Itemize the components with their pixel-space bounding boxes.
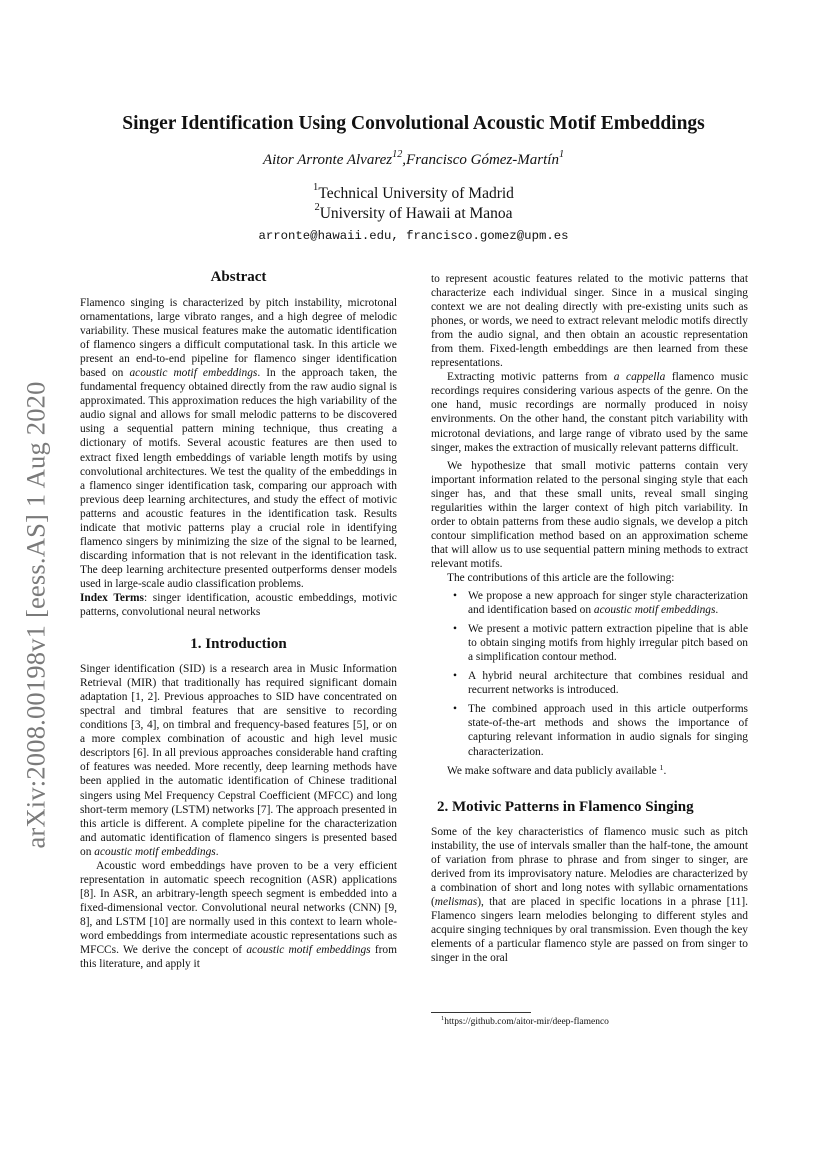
list-item-text: We propose a new approach for singer style characterization and identification based on [468,590,748,617]
body-span: ), that are placed in specific locations in a phrase [11]. Flamenco singers learn melodies belonging to different styles and acquire singing techniques by oral transmission. Even though the key elements of a particular flamenco style are passed on from singer to singer in the oral [431,895,748,965]
index-terms-label: Index Terms [80,591,144,604]
body-paragraph: We hypothesize that small motivic patterns contain very important information related to the personal singing style that each singer has, and that these small units, reveal small singing regularities within the larger context of high pitch variability. In order to obtain patterns from these audio signals, we develop a pitch contour simplification method based on an approximation scheme that will allow us to use sequential pattern mining methods to extract relevant motifs. [431,459,748,570]
body-span: flamenco music recordings requires considering various aspects of the genre. On the one hand, music recordings are normally produced in noisy environments. On the other hand, the constant pitch variability with microtonal deviations, and large range of vibrato used by the same singer, makes the extraction of musically relevant patterns difficult. [431,371,749,454]
body-span: . [663,764,667,777]
affiliation-name: University of Hawaii at Manoa [319,205,513,222]
body-emphasis: melismas [434,895,478,908]
author-superscript: 12 [392,148,403,160]
footnote-rule [431,1012,531,1013]
abstract-text [80,296,397,591]
body-span: We make software and data publicly available [447,764,660,777]
footnote [441,1017,609,1027]
author-name: Aitor Arronte Alvarez [262,152,393,168]
author-superscript: 1 [558,148,565,160]
index-terms [80,591,397,619]
author-emails: arronte@hawaii.edu, francisco.gomez@upm.es [258,229,569,243]
body-emphasis: a cappella [613,371,666,384]
intro-emphasis: acoustic motif embeddings [94,845,216,858]
intro-paragraph [80,859,397,971]
affiliation-name: Technical University of Madrid [318,185,514,202]
footnote-number: 1 [441,1015,445,1023]
abstract-span: Flamenco singing is characterized by pitch instability, microtonal ornamentations, large vibrato ranges, and a high degree of melodic variability. These musical features make the automatic identification of flamenco singers a difficult computational task. In this article we present an end-to-end pipeline for flamenco singer identification based on [80,297,397,380]
right-column [431,272,748,965]
body-span: Some of the key characteristics of flamenco music such as pitch instability, the use of intervals smaller than the half-tone, the amount of variation from phrase to phrase and from singer to singer, are derived from its improvisatory nature. Melodies are characterized by a combination of short and long notes with syllabic ornamentations ( [431,825,748,908]
paper-title: Singer Identification Using Convolutional Acoustic Motif Embeddings [122,113,705,134]
body-paragraph [431,764,748,778]
footnote-url: https://github.com/aitor-mir/deep-flamenco [444,1017,609,1027]
list-item: • A hybrid neural architecture that combines residual and recurrent networks is introduced. [431,669,748,697]
affiliation [80,201,747,223]
body-paragraph [431,370,748,454]
abstract-span: . In the approach taken, the fundamental frequency obtained directly from the raw audio signal is approximated. This approximation reduces the high variability of the audio signal and allows for small melodic patterns to be discovered using a sequential pattern mining technique, thus creating a dictionary of motifs. Several acoustic features are then used to extract fixed length embeddings of variable length motifs by using convolutional architectures. We test the quality of the embeddings in a flamenco singer identification task, comparing our approach with previous deep learning architectures, and study the effect of motivic patterns and acoustic features in the identification task. Results indicate that motivic patterns play a crucial role in identifying flamenco singers by minimizing the size of the signal to be learned, discarding information that is not relevant in the identification task. The deep learning architecture presented outperforms denser models used in large-scale audio classification problems. [80,367,397,590]
body-span: Extracting motivic patterns from [447,371,614,384]
author-name: Francisco Gómez-Martín [406,152,559,168]
left-column [80,268,397,971]
section-heading-introduction: 1. Introduction [190,636,287,653]
affiliation [80,181,747,203]
author-separator: , [402,152,407,168]
intro-span: Acoustic word embeddings have proven to be a very efficient representation in automatic speech recognition (ASR) applications [8]. In ASR, an arbitrary-length speech segment is embedded into a fixed-dimensional vector. Convolutional neural networks (CNN) [9, 8], and LSTM [10] are normally used in this context to learn whole-word embeddings from intermediate acoustic representations such as MFCCs. We derive the concept of [80,859,397,957]
arxiv-identifier: arXiv:2008.00198v1 [eess.AS] 1 Aug 2020 [20,381,51,849]
footnote-marker: 1 [659,763,664,773]
contributions-list [431,589,748,759]
list-item-text: . [715,604,719,617]
intro-span: Singer identification (SID) is a research area in Music Information Retrieval (MIR) that traditionally has required significant domain adaptation [1, 2]. Previous approaches to SID have concentrated on spectral and timbral features that are sensitive to recording conditions [3, 4], on timbral and frequency-based features [5], or on a more complex combination of acoustic and high level music descriptors [6]. In all previous approaches considerable hand crafting of features was needed. More recently, deep learning methods have been applied in the automatic identification of Chinese traditional singers using Mel Frequency Cepstral Coefficient (MFCC) and long short-term memory (LSTM) networks [7]. The approach presented in this article is different. A complete pipeline for the characterization and automatic identification of flamenco singers is presented based on [80,663,397,858]
intro-span: from this literature, and apply it [80,944,397,971]
body-paragraph: to represent acoustic features related to the motivic patterns that characterize each individual singer. Since in a musical singing context we are not dealing directly with pre-existing units such as phones, or words, we need to extract relevant melodic motifs directly from the audio signal, and then obtain an acoustic representation from them. Fixed-length embeddings are then learned from these representations. [431,273,748,370]
intro-paragraph [80,662,397,859]
arxiv-sidebar [14,355,58,875]
intro-span: . [215,845,219,858]
affiliation-marker: 2 [314,201,320,213]
author-line [80,148,747,169]
abstract-emphasis: acoustic motif embeddings [129,367,258,380]
list-item-emphasis: acoustic motif embeddings [593,604,716,617]
index-terms-text: : singer identification, acoustic embeddings, motivic patterns, convolutional neural networks [80,591,397,619]
section-heading-motivic-patterns: 2. Motivic Patterns in Flamenco Singing [437,798,694,815]
abstract-heading: Abstract [210,269,267,285]
body-paragraph: The contributions of this article are the following: [447,571,675,584]
list-item: • We present a motivic pattern extraction pipeline that is able to obtain singing motifs from highly irregular pitch based on a simplification contour method. [431,622,748,664]
intro-emphasis: acoustic motif embeddings [246,944,371,957]
list-item [431,589,748,617]
body-paragraph [431,825,748,965]
affiliation-marker: 1 [313,181,319,193]
list-item: • The combined approach used in this article outperforms state-of-the-art methods and shows the importance of capturing relevant information in audio signals for singing characterization. [431,702,748,758]
